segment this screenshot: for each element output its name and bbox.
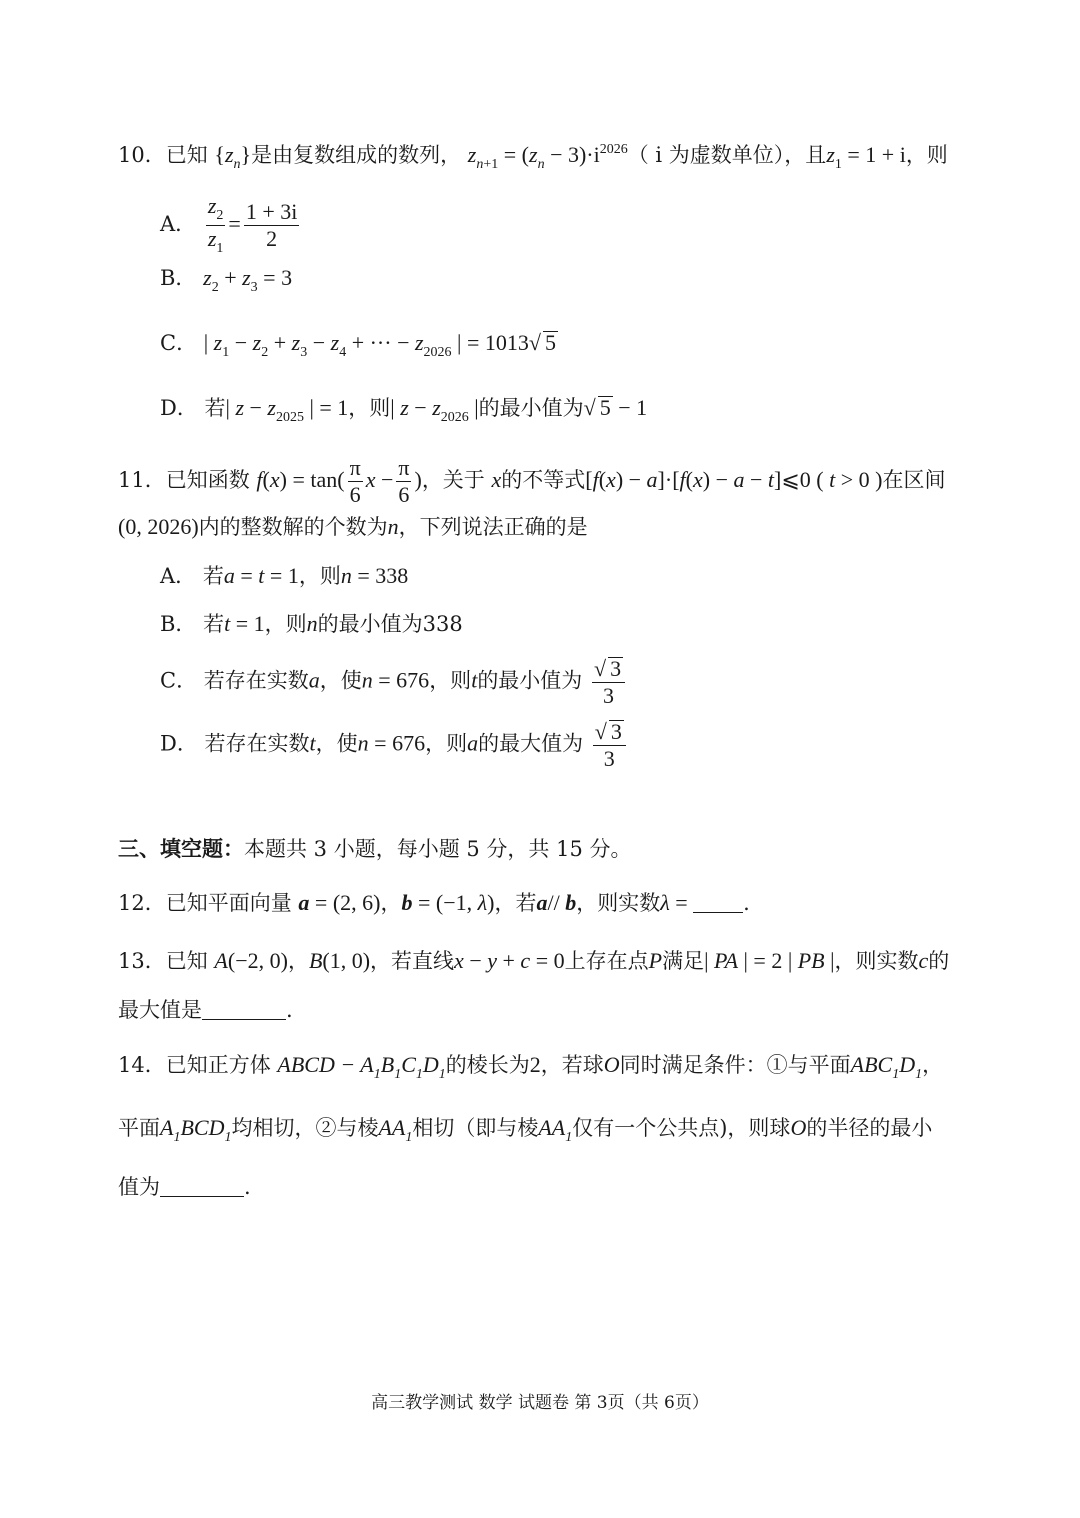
q10-option-b: B． $z_2 + z_3 = 3$ — [160, 265, 293, 295]
q10-option-a: A． $\frac{z_2}{z_1}$ = $\frac{1 + 3i}{2}$ — [160, 193, 298, 256]
page-footer: 高三教学测试 数学 试题卷 第 3页（共 6页） — [371, 1393, 709, 1413]
q11-option-a: A． 若a = t = 1，则n = 338 — [160, 563, 409, 588]
q12-answer-blank[interactable] — [693, 894, 743, 913]
q13-answer-blank[interactable] — [202, 1001, 286, 1020]
q11-stem-line1: 11．已知函数 f(x) = tan( $\frac{\pi}{6}$ x − $\frac{\pi}{6}$ )，关于 x的不等式[f(x) − a]·[f(x) − a − t]⩽0 ( t > 0 )在区间 — [118, 455, 946, 507]
q14-line2: 平面$A_1BCD_1$均相切，②与棱$AA_1$相切（即与棱$AA_1$仅有一个公共点)，则球O的半径的最小 — [118, 1115, 933, 1145]
q14-line1: 14．已知正方体 ABCD − $A_1B_1C_1D_1$的棱长为2，若球O同时满足条件：①与平面$ABC_1D_1$， — [118, 1052, 944, 1082]
q11-option-c: C． 若存在实数a，使n = 676，则t的最小值为 $\frac{√ 3}{3}$ — [160, 655, 628, 709]
q10-option-c: C． | $z_1 - z_2 + z_3 - z_4$ + ··· − $z_{2026}$ | = 1013√ 5 — [160, 330, 556, 360]
q14-line3: 值为 . — [118, 1175, 251, 1199]
q11-option-b: B． 若t = 1，则n的最小值为338 — [160, 611, 463, 636]
q11-stem-line2: (0, 2026)内的整数解的个数为n，下列说法正确的是 — [118, 514, 588, 539]
q12: 12．已知平面向量 a = (2, 6)，b = (−1, λ)，若a// b，则实数λ = . — [118, 890, 750, 915]
q10-option-d: D． 若| $z - z_{2025}$ | = 1，则| $z - z_{2026}$ |的最小值为√ 5 − 1 — [160, 395, 648, 425]
q13-line2: 最大值是 . — [118, 998, 293, 1022]
q10-stem: 10．已知 $\{z_n\}$是由复数组成的数列， $z_{n+1} = (z_n - 3)\cdot i^{2026}$（ i 为虚数单位），且$z_1 = 1 + i$，则 — [118, 142, 948, 172]
q11-option-d: D． 若存在实数t，使n = 676，则a的最大值为 $\frac{√ 3}{3}$ — [160, 718, 629, 772]
q13-line1: 13．已知 A(−2, 0)，B(1, 0)，若直线x − y + c = 0上存在点P满足| PA | = 2 | PB |，则实数c的 — [118, 948, 950, 973]
q14-answer-blank[interactable] — [160, 1178, 244, 1197]
section-3-heading: 三、填空题：本题共 3 小题，每小题 5 分，共 15 分。 — [118, 837, 632, 861]
